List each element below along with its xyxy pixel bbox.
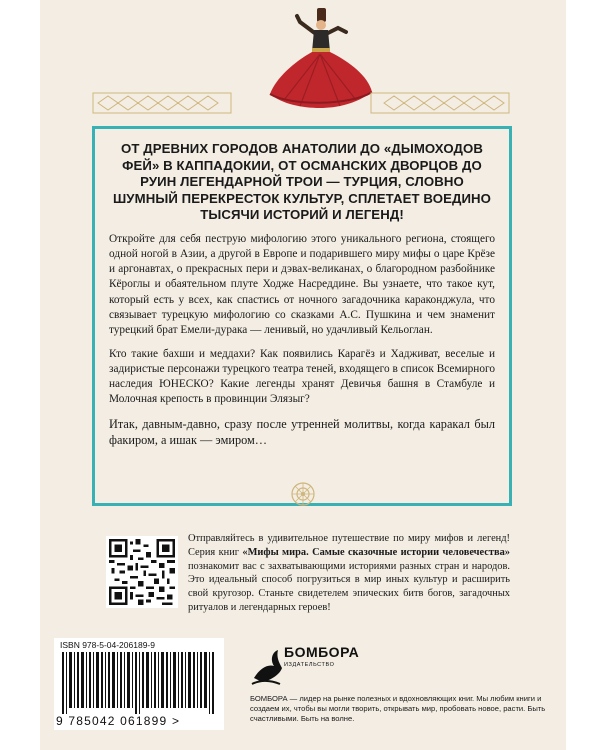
publisher-footer bbox=[40, 630, 566, 740]
whirling-dervish-illustration bbox=[260, 6, 380, 114]
series-title: «Мифы мира. Самые сказочные истории человечества» bbox=[242, 546, 510, 558]
ornament-band-left bbox=[92, 92, 232, 114]
series-text-start: Отправляйтесь в удивительное путешествие по миру мифов и легенд! Серия книг bbox=[188, 533, 510, 558]
publisher-description: БОМБОРА — лидер на рынке полезных и вдохновляющих книг. Мы любим книги и создаем их, чтобы вы могли творить, открывать мир, пробовать новое, расти. Быть счастливыми. Быть на волне. bbox=[250, 694, 546, 724]
series-info-block bbox=[96, 528, 514, 620]
rosette-ornament-icon bbox=[290, 481, 316, 507]
annotation-frame bbox=[92, 126, 512, 506]
ornament-band-right bbox=[370, 92, 510, 114]
lead-heading: ОТ ДРЕВНИХ ГОРОДОВ АНАТОЛИИ ДО «ДЫМОХОДОВ ФЕЙ» В КАППАДОКИИ, ОТ ОСМАНСКИХ ДВОРЦОВ ДО РУИН ЛЕГЕНДАРНОЙ ТРОИ — ТУРЦИЯ, СЛОВНО ШУМНЫЙ ПЕРЕКРЕСТОК КУЛЬТУР, СПЛЕТАЕТ ВОЕДИНО ТЫСЯЧИ ИСТОРИЙ И ЛЕГЕНД! bbox=[112, 141, 492, 222]
description-paragraph-1: Откройте для себя пеструю мифологию этого уникального региона, стоящего одной ногой в Азии, а другой в Европе и подарившего миру мифы о царе Крёзе и аргонавтах, о прекрасных пери и дэвах-великанах, о благородном разбойнике Кёроглы и обаятельном плуте Ходже Насреддине. Вы узнаете, что такое кут, который есть у всех, как спастись от ночного загадочника караконджула, что связывает турецкую мифологию со сказками А.С. Пушкина и чем знаменит турецкий брат Емели-дурака — ленивый, но удачливый Кельоглан. bbox=[109, 232, 495, 337]
isbn-label: ISBN 978-5-04-206189-9 bbox=[60, 640, 155, 650]
series-text-end: познакомит вас с захватывающими историями разных стран и народов. Это идеальный способ погрузиться в мир иных культур и расширить свой кругозор. Станьте свидетелем эпических битв богов, загадочных ритуалов и легендарных героев! bbox=[188, 560, 510, 613]
description-paragraph-3: Итак, давным-давно, сразу после утренней молитвы, когда каракал был факиром, а ишак — эмиром… bbox=[109, 416, 495, 447]
barcode-block bbox=[54, 638, 224, 730]
publisher-subtitle: ИЗДАТЕЛЬСТВО bbox=[284, 662, 335, 668]
barcode-icon bbox=[62, 652, 218, 714]
series-description bbox=[188, 532, 510, 615]
publisher-name: БОМБОРА bbox=[284, 644, 360, 660]
qr-code-icon[interactable] bbox=[106, 536, 178, 608]
barcode-number: 9 785042 061899 > bbox=[56, 714, 181, 728]
description-paragraph-2: Кто такие бахши и меддахи? Как появились Карагёз и Хадживат, веселые и задиристые персонажи турецкого театра теней, входящего в список Всемирного наследия ЮНЕСКО? Какие легенды хранят Девичья башня в Стамбуле и Молочная крепость в провинции Элязыг? bbox=[109, 347, 495, 406]
